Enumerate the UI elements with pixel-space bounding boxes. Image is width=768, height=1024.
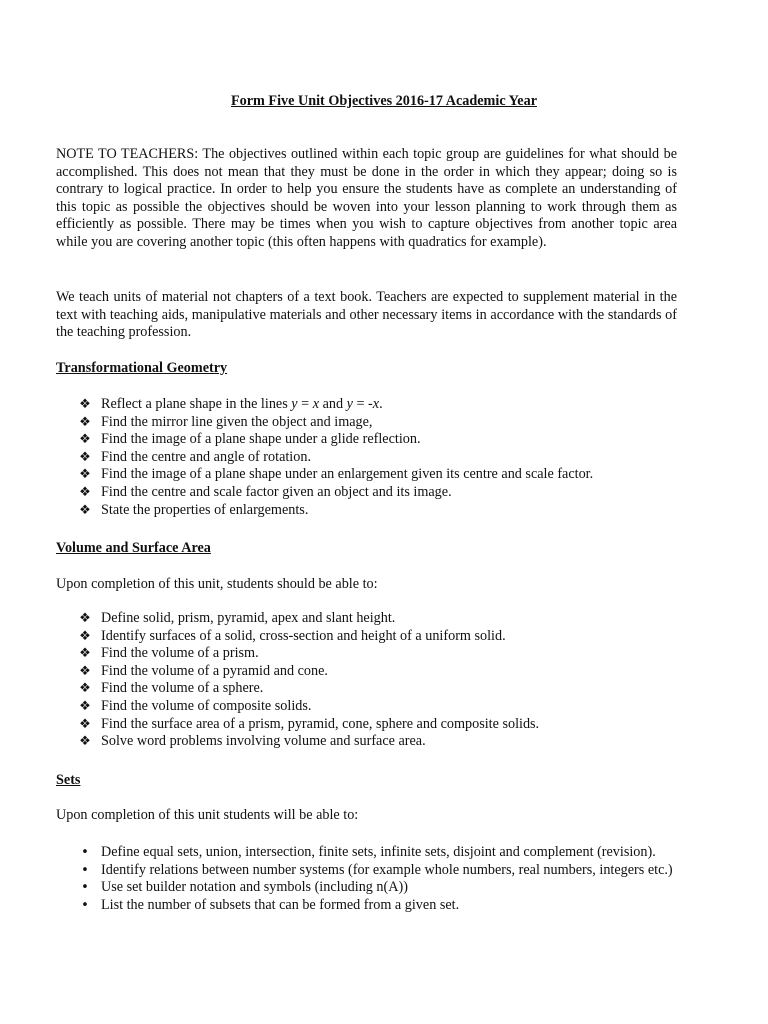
document-title: Form Five Unit Objectives 2016-17 Academic Year bbox=[231, 93, 537, 109]
diamond-bullet-icon: ❖ bbox=[79, 397, 91, 412]
bullet-icon: • bbox=[81, 897, 89, 913]
bullet-icon: • bbox=[81, 862, 89, 878]
volume-intro: Upon completion of this unit, students should be able to: bbox=[56, 576, 378, 592]
diamond-bullet-icon: ❖ bbox=[79, 611, 91, 626]
list-item: ❖ Find the volume of a sphere. bbox=[79, 680, 264, 697]
diamond-bullet-icon: ❖ bbox=[79, 681, 91, 697]
list-item: • Define equal sets, union, intersection, finite sets, infinite sets, disjoint and complement (revision). bbox=[78, 844, 677, 862]
diamond-bullet-icon: ❖ bbox=[79, 484, 91, 500]
diamond-bullet-icon: ❖ bbox=[79, 449, 91, 465]
diamond-bullet-icon: ❖ bbox=[79, 734, 91, 750]
volume-surface-area-heading: Volume and Surface Area bbox=[56, 540, 211, 556]
note-to-teachers-paragraph: NOTE TO TEACHERS: The objectives outlined within each topic group are guidelines for what should be accomplished. This does not mean that they must be done in the order in which they appear; doing so is contrary to logical practice. In order to help you ensure the students have as complete an understanding of this topic as possible the objectives should be woven into your lesson planning to work through them as efficiently as possible. There may be times when you wish to capture objectives from another topic area while you are covering another topic (this often happens with quadratics for example). bbox=[56, 146, 677, 250]
sets-list bbox=[78, 844, 677, 914]
volume-surface-area-list bbox=[78, 610, 677, 751]
list-item: • List the number of subsets that can be formed from a given set. bbox=[78, 897, 677, 915]
list-item: ❖ Find the centre and scale factor given an object and its image. bbox=[79, 483, 452, 500]
list-item: ❖ Find the mirror line given the object and image, bbox=[79, 413, 373, 430]
diamond-bullet-icon: ❖ bbox=[79, 467, 91, 483]
bullet-icon: • bbox=[81, 845, 89, 860]
sets-heading: Sets bbox=[56, 772, 81, 788]
list-item: ❖ Identify surfaces of a solid, cross-section and height of a uniform solid. bbox=[79, 627, 506, 644]
list-item: ❖ Find the centre and angle of rotation. bbox=[79, 448, 311, 465]
diamond-bullet-icon: ❖ bbox=[79, 432, 91, 448]
list-item: ❖ Find the volume of a pyramid and cone. bbox=[79, 662, 328, 679]
diamond-bullet-icon: ❖ bbox=[79, 698, 91, 714]
list-item: ❖ Find the image of a plane shape under an enlargement given its centre and scale factor. bbox=[79, 466, 594, 483]
list-item: ❖ Define solid, prism, pyramid, apex and slant height. bbox=[79, 610, 396, 626]
diamond-bullet-icon: ❖ bbox=[79, 716, 91, 732]
list-item: ❖ State the properties of enlargements. bbox=[79, 501, 309, 518]
list-item: • Identify relations between number systems (for example whole numbers, real numbers, integers etc.) bbox=[78, 862, 677, 880]
list-item: ❖ Find the image of a plane shape under a glide reflection. bbox=[79, 431, 421, 448]
list-item: ❖ Solve word problems involving volume and surface area. bbox=[79, 733, 426, 750]
diamond-bullet-icon: ❖ bbox=[79, 646, 91, 662]
diamond-bullet-icon: ❖ bbox=[79, 502, 91, 518]
list-item: ❖ Find the volume of composite solids. bbox=[79, 697, 312, 714]
bullet-icon: • bbox=[81, 880, 89, 896]
list-item: • Use set builder notation and symbols (including n(A)) bbox=[78, 879, 677, 897]
diamond-bullet-icon: ❖ bbox=[79, 628, 91, 644]
list-item: ❖ Find the surface area of a prism, pyramid, cone, sphere and composite solids. bbox=[79, 715, 540, 732]
units-paragraph: We teach units of material not chapters of a text book. Teachers are expected to supplement material in the text with teaching aids, manipulative materials and other necessary items in accordance with the standards of the teaching profession. bbox=[56, 289, 677, 341]
diamond-bullet-icon: ❖ bbox=[79, 663, 91, 679]
diamond-bullet-icon: ❖ bbox=[79, 414, 91, 430]
sets-intro: Upon completion of this unit students will be able to: bbox=[56, 807, 359, 823]
transformational-geometry-heading: Transformational Geometry bbox=[56, 360, 228, 376]
transformational-geometry-list bbox=[78, 396, 677, 519]
list-item: ❖ Find the volume of a prism. bbox=[79, 645, 259, 662]
list-item: ❖ Reflect a plane shape in the lines y = x and y = -x. bbox=[79, 396, 383, 412]
